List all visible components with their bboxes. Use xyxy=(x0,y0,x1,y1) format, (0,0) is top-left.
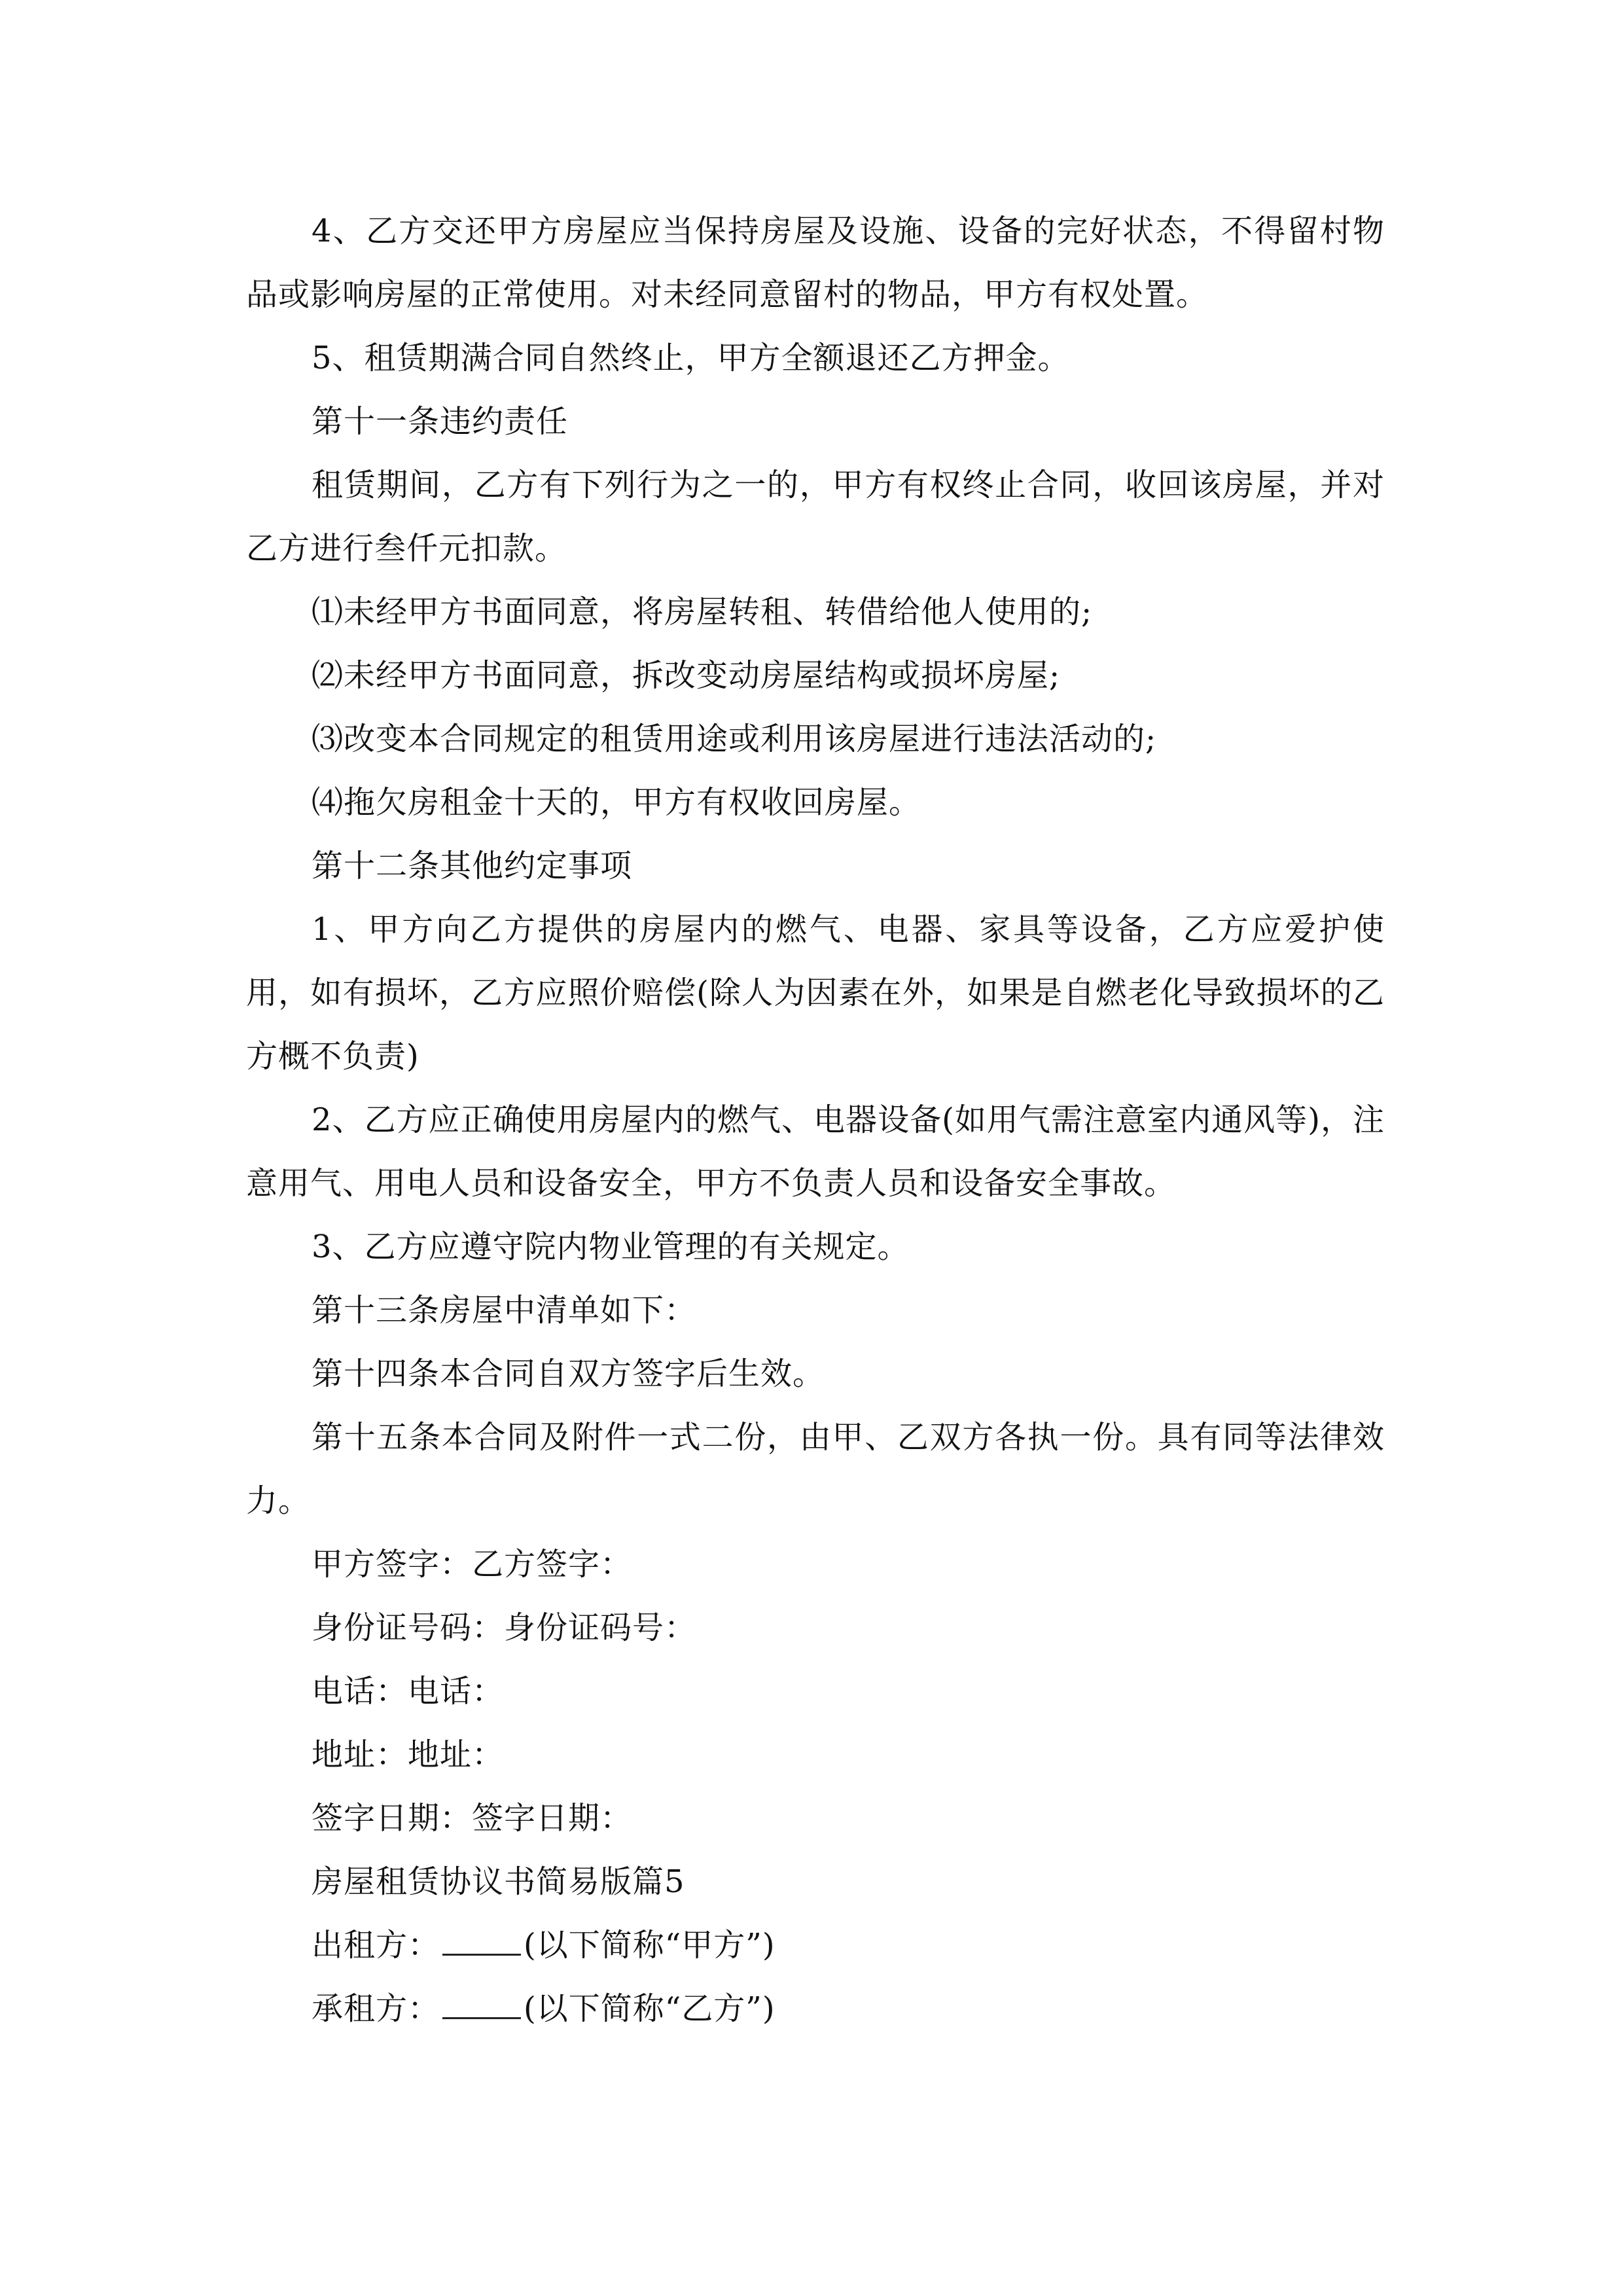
clause-10-item-4: 4、乙方交还甲方房屋应当保持房屋及设施、设备的完好状态，不得留村物品或影响房屋的正常使用。对未经同意留村的物品，甲方有权处置。 xyxy=(246,213,1385,313)
clause-11-item-3: ⑶改变本合同规定的租赁用途或利用该房屋进行违法活动的; xyxy=(312,721,1157,757)
phone-line: 电话：电话： xyxy=(312,1673,505,1710)
lessee-line xyxy=(246,1977,1385,2041)
address-line: 地址：地址： xyxy=(312,1736,505,1773)
lessor-note: (以下简称“甲方”) xyxy=(524,1927,776,1964)
lessee-label: 承租方： xyxy=(312,1990,440,2027)
lessor-label: 出租方： xyxy=(312,1927,440,1964)
section-title-5: 房屋租赁协议书简易版篇5 xyxy=(312,1863,685,1900)
id-number-line: 身份证号码：身份证码号： xyxy=(312,1609,697,1646)
clause-13: 第十三条房屋中清单如下： xyxy=(312,1292,697,1329)
document-body xyxy=(246,200,1385,2041)
clause-11-item-2: ⑵未经甲方书面同意，拆改变动房屋结构或损坏房屋; xyxy=(312,657,1061,694)
clause-11-item-1: ⑴未经甲方书面同意，将房屋转租、转借给他人使用的; xyxy=(312,594,1093,630)
clause-14: 第十四条本合同自双方签字后生效。 xyxy=(312,1355,825,1392)
sign-date-line: 签字日期：签字日期： xyxy=(312,1800,633,1837)
clause-10-item-5: 5、租赁期满合同自然终止，甲方全额退还乙方押金。 xyxy=(312,340,1070,376)
clause-12-heading: 第十二条其他约定事项 xyxy=(312,848,633,884)
clause-11-heading: 第十一条违约责任 xyxy=(312,403,569,440)
lessor-line xyxy=(246,1914,1385,1977)
clause-11-body: 租赁期间，乙方有下列行为之一的，甲方有权终止合同，收回该房屋，并对乙方进行叁仟元扣款。 xyxy=(246,467,1385,567)
clause-12-item-3: 3、乙方应遵守院内物业管理的有关规定。 xyxy=(312,1229,910,1265)
clause-11-item-4: ⑷拖欠房租金十天的，甲方有权收回房屋。 xyxy=(312,784,921,821)
lessee-blank xyxy=(442,1988,521,2019)
clause-12-item-1: 1、甲方向乙方提供的房屋内的燃气、电器、家具等设备，乙方应爱护使用，如有损坏，乙方应照价赔偿(除人为因素在外，如果是自燃老化导致损坏的乙方概不负责) xyxy=(246,911,1385,1075)
clause-12-item-2: 2、乙方应正确使用房屋内的燃气、电器设备(如用气需注意室内通风等)，注意用气、用电人员和设备安全，甲方不负责人员和设备安全事故。 xyxy=(246,1102,1385,1202)
signature-line: 甲方签字：乙方签字： xyxy=(312,1546,633,1583)
lessee-note: (以下简称“乙方”) xyxy=(524,1990,776,2027)
lessor-blank xyxy=(442,1925,521,1956)
clause-15: 第十五条本合同及附件一式二份，由甲、乙双方各执一份。具有同等法律效力。 xyxy=(246,1419,1385,1519)
